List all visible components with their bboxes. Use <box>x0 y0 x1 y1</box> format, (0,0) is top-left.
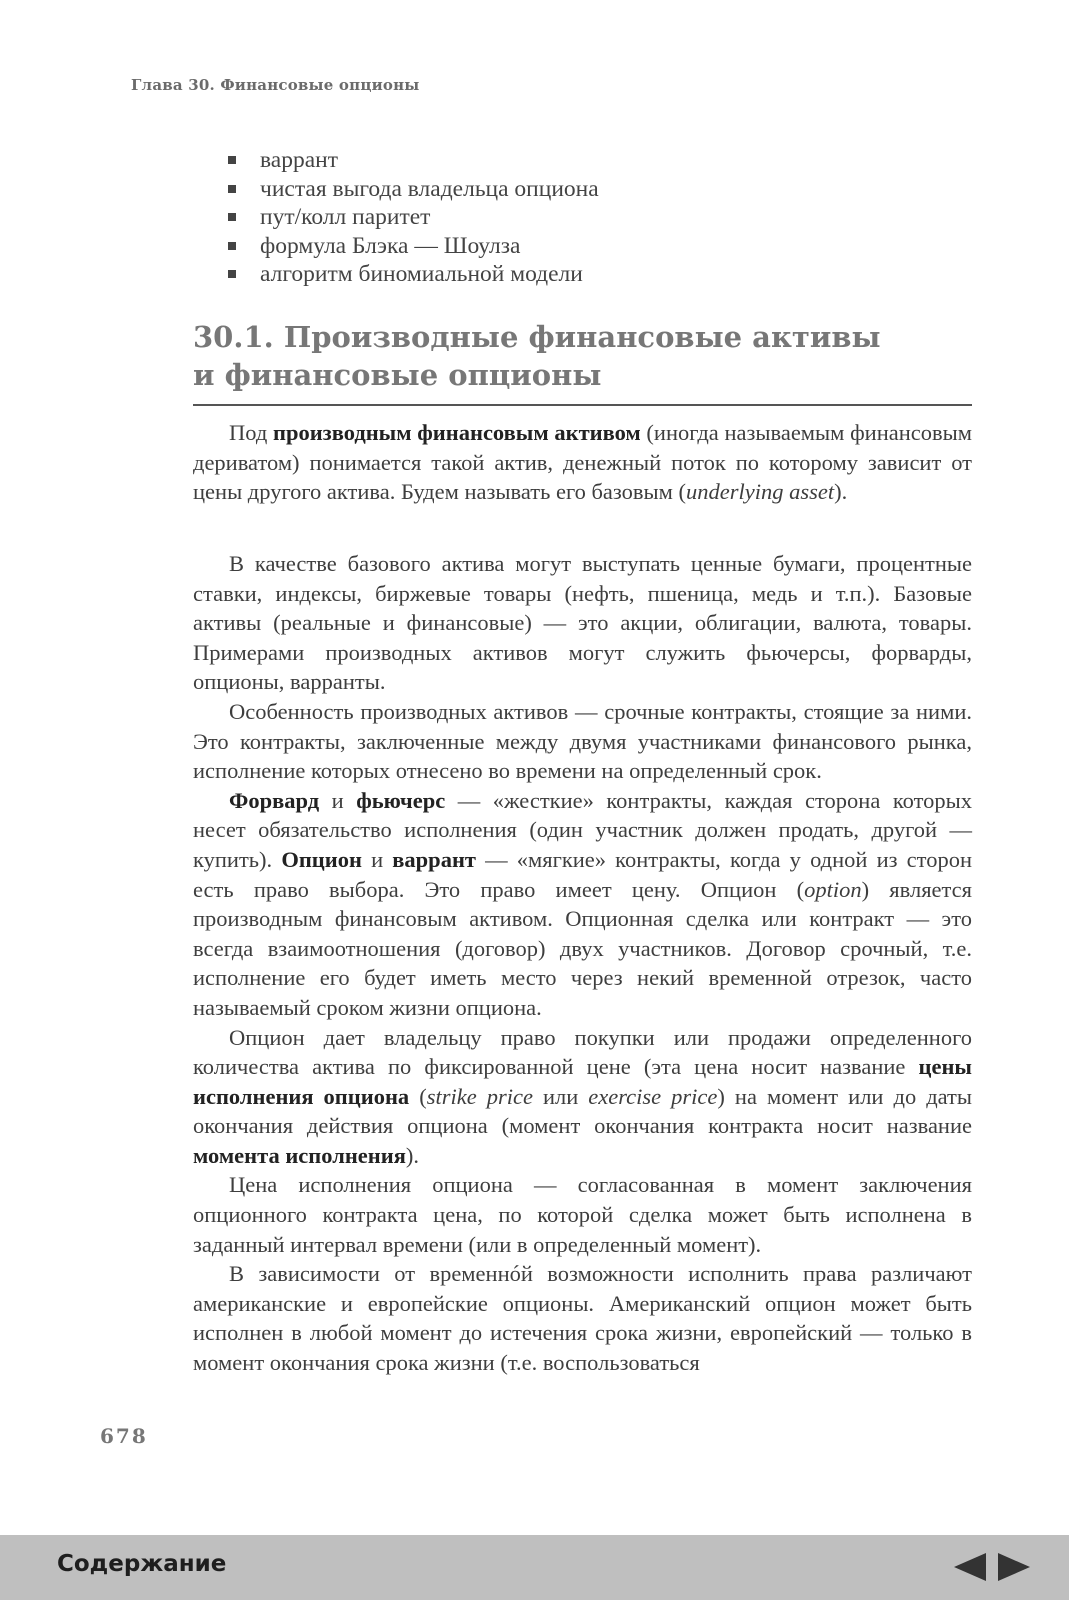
bullet-square-icon <box>228 242 236 250</box>
intro-paragraph <box>193 418 972 507</box>
triangle-left-icon <box>953 1552 987 1582</box>
running-head: Глава 30. Финансовые опционы <box>131 76 420 94</box>
page-number: 678 <box>100 1424 148 1448</box>
paragraph-4: Опцион дает владельцу право покупки или продажи определенного количества актива по фиксированной цене (эта цена носит название цены исполнения опциона (strike price или exercise price) на момент или до даты окончания действия опциона (момент окончания контракта носит название момента исполнения). <box>193 1024 973 1168</box>
previous-page-button[interactable] <box>953 1552 987 1582</box>
next-page-button[interactable] <box>997 1552 1031 1582</box>
paragraph-1: В качестве базового актива могут выступать ценные бумаги, процентные ставки, индексы, биржевые товары (нефть, пшеница, медь и т.п.). Базовые активы (реальные и финансовые) — это акции, облигации, валюта, товары. Примерами производных активов могут служить фьючерсы, форварды, опционы, варранты. <box>193 551 972 695</box>
section-divider <box>193 404 972 406</box>
paragraph-3: Форвард и фьючерс — «жесткие» контракты, каждая сторона которых несет обязательство исполнения (один участник должен продать, другой — купить). Опцион и варрант — «мягкие» контракты, когда у одной из сторон есть право выбора. Это право имеет цену. Опцион (option) является производным финансовым активом. Опционная сделка или контракт — это всегда взаимоотношения (договор) двух участников. Договор срочный, т.е. исполнение его будет иметь место через некий временной отрезок, часто называемый сроком жизни опциона. <box>193 787 972 1020</box>
bullet-square-icon <box>228 185 236 193</box>
section-title <box>193 318 973 394</box>
definition-paragraph: Под производным финансовым активом (иногда называемым финансовым дериватом) понимается такой актив, денежный поток по которому зависит от цены другого актива. Будем называть его базовым (underlying asset). <box>193 420 972 505</box>
footer-navigation-bar <box>0 1535 1069 1600</box>
list-item: чистая выгода владельца опциона <box>228 175 599 204</box>
section-title-line-2: и финансовые опционы <box>193 358 602 392</box>
paragraph-2: Особенность производных активов — срочные контракты, стоящие за ними. Это контракты, заключенные между двумя участниками финансового рынка, исполнение которых отнесено во времени на определенный срок. <box>193 698 972 784</box>
bullet-square-icon <box>228 156 236 164</box>
list-item: пут/колл паритет <box>228 203 599 232</box>
list-item: варрант <box>228 146 599 175</box>
triangle-right-icon <box>997 1552 1031 1582</box>
list-item: алгоритм биномиальной модели <box>228 260 599 289</box>
main-text <box>193 549 972 1378</box>
section-title-line-1: 30.1. Производные финансовые активы <box>193 320 881 354</box>
paragraph-6: В зависимости от временнóй возможности исполнить права различают американские и европейские опционы. Американский опцион может быть исполнен в любой момент до истечения срока жизни, европейский — только в момент окончания срока жизни (т.е. воспользоваться <box>193 1261 972 1376</box>
keyword-list <box>228 146 599 289</box>
paragraph-5: Цена исполнения опциона — согласованная в момент заключения опционного контракта цена, по которой сделка может быть исполнена в заданный интервал времени (или в определенный момент). <box>193 1172 972 1257</box>
list-item: формула Блэка — Шоулза <box>228 232 599 261</box>
table-of-contents-link[interactable]: Содержание <box>57 1551 227 1577</box>
bullet-square-icon <box>228 270 236 278</box>
bullet-square-icon <box>228 213 236 221</box>
